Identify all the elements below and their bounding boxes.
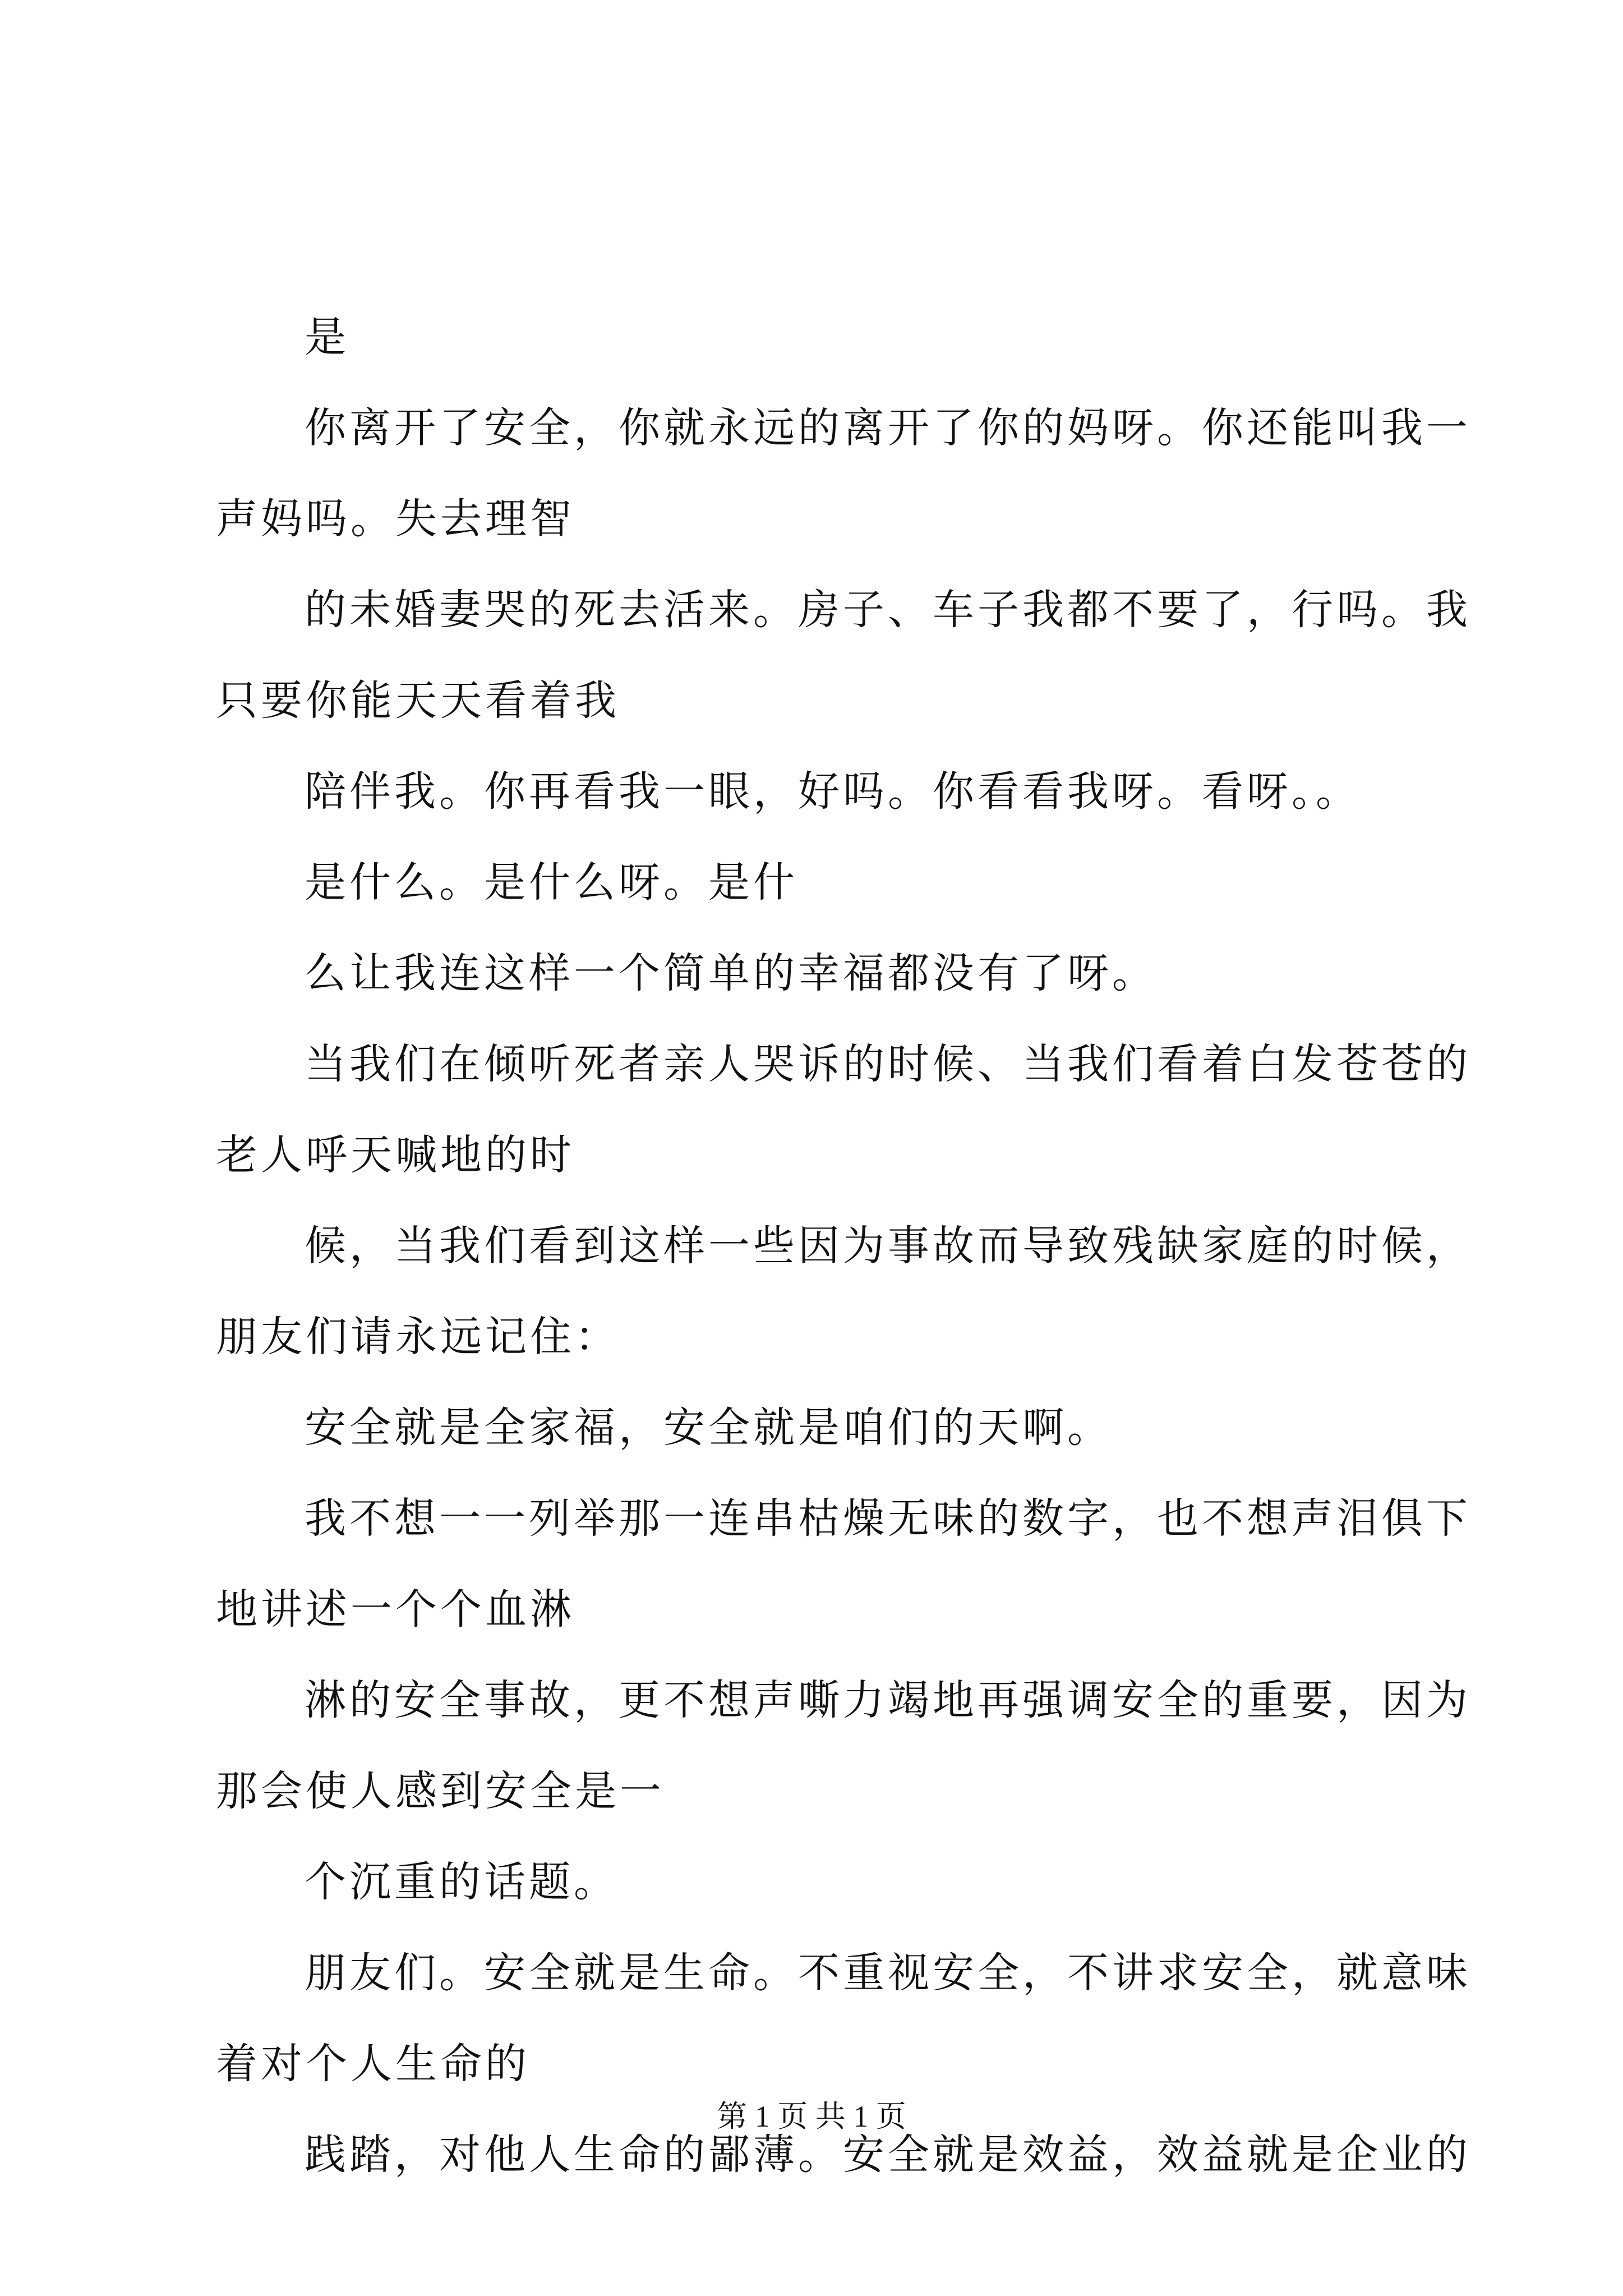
text-line: 只要你能天天看着我 <box>216 677 620 725</box>
text-line: 践踏，对他人生命的鄙薄。安全就是效益，效益就是企业的 <box>305 2131 1471 2179</box>
text-line: 那会使人感到安全是一 <box>216 1767 665 1815</box>
body-text <box>216 292 1471 2200</box>
text-line: 地讲述一个个血淋 <box>216 1585 575 1634</box>
text-line: 候，当我们看到这样一些因为事故而导致残缺家庭的时候， <box>305 1222 1471 1270</box>
text-line: 么让我连这样一个简单的幸福都没有了呀。 <box>305 949 1157 997</box>
text-line: 个沉重的话题。 <box>305 1858 619 1906</box>
text-line: 当我们在倾听死者亲人哭诉的时候、当我们看着白发苍苍的 <box>305 1040 1471 1088</box>
text-line: 的未婚妻哭的死去活来。房子、车子我都不要了，行吗。我 <box>305 586 1471 634</box>
text-line: 我不想一一列举那一连串枯燥无味的数字，也不想声泪俱下 <box>305 1494 1471 1543</box>
page-footer: 第 1 页 共 1 页 <box>717 2100 906 2133</box>
text-line: 陪伴我。你再看我一眼，好吗。你看看我呀。看呀。。 <box>305 767 1361 816</box>
text-line: 声妈吗。失去理智 <box>216 495 575 543</box>
text-line: 你离开了安全，你就永远的离开了你的妈呀。你还能叫我一 <box>305 404 1471 452</box>
text-line: 朋友们。安全就是生命。不重视安全，不讲求安全，就意味 <box>305 1949 1471 1997</box>
text-line: 朋友们请永远记住： <box>216 1313 620 1361</box>
text-line: 安全就是全家福，安全就是咱们的天啊。 <box>305 1404 1112 1452</box>
text-line: 淋的安全事故，更不想声嘶力竭地再强调安全的重要，因为 <box>305 1676 1471 1724</box>
text-line: 是 <box>305 313 349 361</box>
text-line: 老人呼天喊地的时 <box>216 1131 575 1179</box>
text-line: 着对个人生命的 <box>216 2040 530 2088</box>
text-line: 是什么。是什么呀。是什 <box>305 858 798 907</box>
